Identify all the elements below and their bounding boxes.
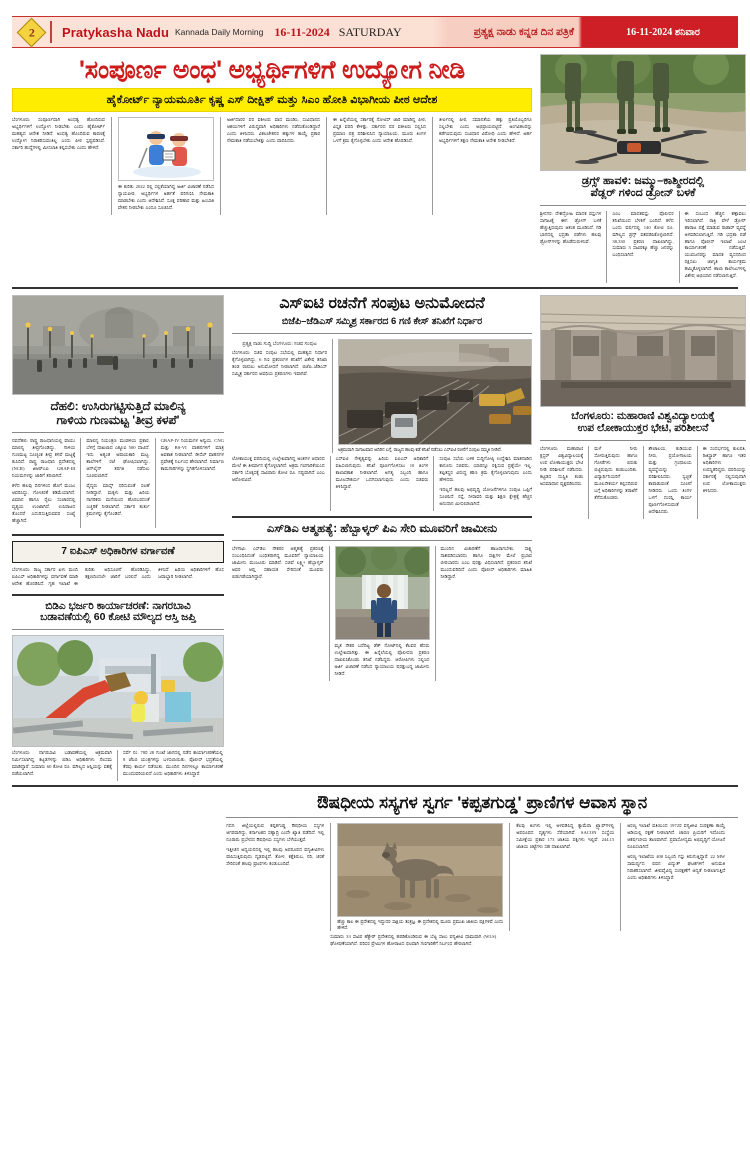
sit-subheadline: ಬಿಜೆಪಿ–ಜೆಡಿಎಸ್ ಸಮ್ಮಿಶ್ರ ಸರ್ಕಾರದ 6 ಗಣಿ ಕೇಸ್ ತನಿಖೆಗೆ ನಿರ್ಧಾರ — [281, 316, 483, 328]
delhi-column-1 — [12, 438, 75, 528]
ips-box-paragraph: ಬೆಂಗಳೂರು: ರಾಜ್ಯ ಸರ್ಕಾರ ಏಳು ಮಂದಿ ಐಪಿಎಸ್ ಅಧಿಕಾರಿಗಳನ್ನು ವರ್ಗಾವಣೆ ಮಾಡಿ ಆದೇಶ ಹೊರಡಿಸಿದೆ. ಗೃಹ ಇಲಾಖೆ ಈ ಕುರಿತು ಅಧಿಸೂಚನೆ ಹೊರಡಿಸಿದ್ದು, ತಕ್ಷಣದಿಂದಲೇ ಜಾರಿಗೆ ಬರಲಿದೆ ಎಂದು ತಿಳಿಸಿದೆ. ಹಿರಿಯ ಅಧಿಕಾರಿಗಳಿಗೆ ಹೊಸ ಜವಾಬ್ದಾರಿ ನೀಡಲಾಗಿದೆ. — [12, 566, 224, 586]
delhi-para-5: ವೈದ್ಯರು ಮಾಸ್ಕ್ ಧರಿಸುವಂತೆ ಸಲಹೆ ನೀಡಿದ್ದಾರೆ. ಮಕ್ಕಳು ಮತ್ತು ಹಿರಿಯ ನಾಗರಿಕರು ಮನೆಯಿಂದ ಹೊರಬರದಂತೆ ಎಚ್ಚರಿಕೆ ನೀಡಲಾಗಿದೆ. ಸರ್ಕಾರ ತುರ್ತು ಕ್ರಮಗಳನ್ನು ಕೈಗೊಂಡಿದೆ. — [86, 483, 150, 516]
sit-byline: ಪ್ರತ್ಯಕ್ಷ ನಾಡು ಸುದ್ದಿ ಬೆಂಗಳೂರು: ಸಚಿವ ಸಂಪುಟ — [242, 341, 317, 347]
sit-photo-caption: ಅಕ್ರಮವಾಗಿ ಸಾಗಾಟವಾದ ಅದಿರಿನ ಬಗ್ಗೆ, ರಾಜ್ಯದ ಹಲವು ಕಡೆ ತನಿಖೆ ನಡೆಸಲು ಎಸ್‌ಐಟಿ ರಚನೆಗೆ ಸಂಪುಟ ಸಮ್ಮತಿ ನೀಡಿದೆ. — [338, 446, 502, 452]
kappatagudda-headline: ಔಷಧೀಯ ಸಸ್ಯಗಳ ಸ್ವರ್ಗ 'ಕಪ್ಪತಗುಡ್ಡ' ಪ್ರಾಣಿಗಳ ಆವಾಸ ಸ್ಥಾನ — [316, 793, 648, 813]
masthead-left — [52, 17, 402, 47]
drone-column-2 — [612, 211, 673, 284]
sit-para-2: ಲೋಕಾಯುಕ್ತ ವರದಿಯಲ್ಲಿ ಉಲ್ಲೇಖವಾಗಿದ್ದ ಅಂಶಗಳ ಆಧಾರದ ಮೇಲೆ ಈ ತೀರ್ಮಾನ ಕೈಗೊಳ್ಳಲಾಗಿದೆ. ಅಕ್ರಮ ಗಣಿಗಾರಿಕೆಯಿಂದ ಸರ್ಕಾರಿ ಬೊಕ್ಕಸಕ್ಕೆ ಸಾವಿರಾರು ಕೋಟಿ ರೂ. ನಷ್ಟವಾಗಿದೆ ಎಂಬ ಆರೋಪವಿದೆ. — [232, 455, 325, 482]
bda-column-2 — [123, 750, 223, 781]
kappatagudda-column-4 — [627, 823, 725, 931]
lead-story — [12, 54, 532, 283]
sda-headline: ಎಸ್‌ಡಿಎ ಆತ್ಮಹತ್ಯೆ: ಹೆಬ್ಬಾಳ್ಕರ್ ಪಿಎ ಸೇರಿ ಮೂವರಿಗೆ ಜಾಮೀನು — [266, 522, 498, 535]
bda-column-1 — [12, 750, 112, 781]
ips-box-headline: 7 ಐಪಿಎಸ್ ಅಧಿಕಾರಿಗಳ ವರ್ಗಾವಣೆ — [12, 541, 224, 563]
photo-svg — [339, 340, 532, 444]
photo-delhi-smog-street — [12, 295, 224, 395]
drone-column-3 — [685, 211, 746, 284]
paper-tagline: Kannada Daily Morning — [175, 27, 264, 37]
right-column — [540, 295, 746, 781]
delhi-column-2 — [86, 438, 149, 528]
lead-para-5: ತೀರ್ಪಿನಲ್ಲಿ ಪೀಠ, ಸಮಾನತೆಯ ಹಕ್ಕು ಪ್ರತಿಯೊಬ್ಬರಿಗೂ ಸಲ್ಲಬೇಕು ಎಂದು ಅಭಿಪ್ರಾಯಪಟ್ಟಿದೆ. ಅಂಗವಿಕಲರನ್ನು ಕಡೆಗಣಿಸುವುದು ಸಂವಿಧಾನ ವಿರೋಧಿ ಎಂದು ಹೇಳಿದೆ. ಅರ್ಹ ಅಭ್ಯರ್ಥಿಗಳಿಗೆ ತಕ್ಷಣ ನೇಮಕಾತಿ ಆದೇಶ ನೀಡಬೇಕಿದೆ. — [439, 117, 532, 143]
sda-para-2: ಮೃತ ನೌಕರ ಬರೆದಿಟ್ಟ ಡೆತ್ ನೋಟ್‌ನಲ್ಲಿ ಕೆಲವರ ಹೆಸರು ಉಲ್ಲೇಖವಾಗಿತ್ತು. ಈ ಹಿನ್ನೆಲೆಯಲ್ಲಿ ಪೊಲೀಸರು ಪ್ರಕರಣ ದಾಖಲಿಸಿಕೊಂಡು ತನಿಖೆ ನಡೆಸಿದ್ದರು. ಆರೋಪಿಗಳು ಸಲ್ಲಿಸಿದ ಅರ್ಜಿ ವಿಚಾರಣೆ ನಡೆಸಿದ ನ್ಯಾಯಾಲಯ ಷರತ್ತುಬದ್ಧ ಜಾಮೀನು ನೀಡಿದೆ. — [334, 643, 430, 677]
sda-column-1 — [232, 546, 324, 681]
lokayukta-headline-line1: ಬೆಂಗಳೂರು: ಮಹಾರಾಣಿ ವಿಶ್ವವಿದ್ಯಾಲಯಕ್ಕೆ — [571, 410, 715, 423]
delhi-column-3 — [161, 438, 224, 528]
sda-column-3 — [441, 546, 533, 681]
lokayukta-column-3 — [649, 446, 692, 519]
masthead-right-date: 16-11-2024 — [626, 26, 673, 38]
kg-para-5: ಅರಣ್ಯ ಇಲಾಖೆ ವತಿಯಿಂದ 1972ರ ವನ್ಯಜೀವಿ ಸಂರಕ್ಷಣಾ ಕಾಯ್ದೆ ಅಡಿಯಲ್ಲಿ ರಕ್ಷಣೆ ನೀಡಲಾಗಿದೆ. ಚಾರಣ ಪ್ರಿಯರಿಗೆ ಇದೊಂದು ಆಕರ್ಷಣೀಯ ತಾಣವಾಗಿದೆ. ಪ್ರವಾಸೋದ್ಯಮ ಅಭಿವೃದ್ಧಿಗೆ ಯೋಜನೆ ರೂಪಿಸಲಾಗಿದೆ. — [627, 823, 726, 850]
sit-para-1: ಬೆಂಗಳೂರು: ಸಚಿವ ಸಂಪುಟ ಸಭೆಯಲ್ಲಿ ಮಹತ್ವದ ನಿರ್ಧಾರ ಕೈಗೊಳ್ಳಲಾಗಿದ್ದು, 6 ಗಣಿ ಪ್ರಕರಣಗಳ ತನಿಖೆಗೆ ವಿಶೇಷ ತನಿಖಾ ತಂಡ ರಚಿಸಲು ಅನುಮೋದನೆ ನೀಡಲಾಗಿದೆ. ಬಿಜೆಪಿ–ಜೆಡಿಎಸ್ ಸಮ್ಮಿಶ್ರ ಸರ್ಕಾರದ ಅವಧಿಯ ಪ್ರಕರಣಗಳು ಇವಾಗಿವೆ. — [232, 349, 327, 376]
kappatagudda-story — [226, 793, 738, 951]
delhi-headline-line1: ದೆಹಲಿ: ಉಸಿರುಗಟ್ಟಿಸುತ್ತಿದೆ ಮಾಲಿನ್ಯ — [50, 399, 186, 414]
bda-para-2: ಸರ್ವೆ ನಂ. 78ರ 28 ಗುಂಟೆ ಜಾಗದಲ್ಲಿ ನಡೆದ ಕಾರ್ಯಾಚರಣೆಯಲ್ಲಿ 8 ಜೆಸಿಬಿ ಯಂತ್ರಗಳನ್ನು ಬಳಸಲಾಯಿತು. ಪೊಲೀಸ್ ಭದ್ರತೆಯಲ್ಲಿ ತೆರವು ಕಾರ್ಯ ನಡೆಯಿತು. ಮುಂದಿನ ದಿನಗಳಲ್ಲೂ ಕಾರ್ಯಾಚರಣೆ ಮುಂದುವರಿಯಲಿದೆ ಎಂದು ಅಧಿಕಾರಿಗಳು ತಿಳಿಸಿದ್ದಾರೆ. — [123, 750, 223, 777]
delhi-headline-line2: ಗಾಳಿಯ ಗುಣಮಟ್ಟ 'ತೀವ್ರ ಕಳಪೆ' — [56, 412, 180, 427]
photo-soldiers-with-drone — [540, 54, 746, 171]
sit-para-3: ಎಸ್‌ಐಟಿ ನೇತೃತ್ವವನ್ನು ಹಿರಿಯ ಐಪಿಎಸ್ ಅಧಿಕಾರಿಗೆ ವಹಿಸಲಾಗುವುದು. ತನಿಖೆ ಪೂರ್ಣಗೊಳಿಸಲು 10 ತಿಂಗಳ ಕಾಲಾವಕಾಶ ನೀಡಲಾಗಿದೆ. ಅಗತ್ಯ ಸಿಬ್ಬಂದಿ ಹಾಗೂ ಮೂಲಸೌಕರ್ಯ ಒದಗಿಸಲಾಗುವುದು ಎಂದು ಸಚಿವರು ತಿಳಿಸಿದ್ದಾರೆ. — [335, 455, 429, 489]
masthead-right-day: ಶನಿವಾರ — [674, 26, 700, 38]
lead-subheadline: ಹೈಕೋರ್ಟ್ ನ್ಯಾಯಮೂರ್ತಿ ಕೃಷ್ಣ ಎಸ್ ದೀಕ್ಷಿತ್ ಮತ್ತು ಸಿಎಂ ಹೋತಿ ವಿಭಾಗೀಯ ಪೀಠ ಆದೇಶ — [12, 88, 532, 112]
lead-column-5 — [439, 117, 532, 215]
lead-para-2: ಈ ಕುರಿತು 2022 ರಲ್ಲಿ ಸಲ್ಲಿಕೆಯಾಗಿದ್ದ ಅರ್ಜಿ ವಿಚಾರಣೆ ನಡೆಸಿದ ನ್ಯಾಯಪೀಠ, ಅಭ್ಯರ್ಥಿಗಳ ಅರ್ಹತೆ ಪರಿಗಣಿಸಿ ನೇಮಕಾತಿ ಮಾಡಬೇಕು ಎಂದು ಆದೇಶಿಸಿದೆ. ಸೂಕ್ತ ಪರಿಹಾರ ಮತ್ತು ಹಿಂಬಾಕಿ ವೇತನ ನೀಡಬೇಕು ಎಂದೂ ಸೂಚಿಸಿದೆ. — [118, 184, 214, 210]
photo-old-building-interior — [540, 295, 746, 407]
lokayukta-headline-line2: ಉಪ ಲೋಕಾಯುಕ್ತರ ಭೇಟಿ, ಪರಿಶೀಲನೆ — [577, 422, 709, 435]
masthead-day: SATURDAY — [338, 24, 402, 39]
delhi-headline — [12, 400, 224, 427]
photo-man-at-waterfall — [335, 546, 430, 640]
lokayukta-headline — [540, 411, 746, 435]
drone-column-1 — [540, 211, 601, 284]
lead-para-3: ಅರ್ಜಿದಾರರ ಪರ ವಕೀಲರು ವಾದ ಮಂಡಿಸಿ, ಸಂವಿಧಾನದ ಆಶಯಗಳಿಗೆ ವಿರುದ್ಧವಾಗಿ ಅಧಿಕಾರಿಗಳು ನಡೆದುಕೊಂಡಿದ್ದಾರೆ ಎಂದು ತಿಳಿಸಿದರು. ವಿಕಲಚೇತನರ ಹಕ್ಕುಗಳ ಕಾಯ್ದೆ ಪ್ರಕಾರ ನೇಮಕಾತಿ ನಡೆಯಬೇಕಿತ್ತು ಎಂದು ವಾದಿಸಿದರು. — [227, 117, 320, 143]
ips-box-text — [12, 567, 224, 588]
delhi-para-3: GRAP-IV ನಿಯಮಗಳ ಅನ್ವಯ, CNG ಮತ್ತು BS-VI ವಾಹನಗಳಿಗೆ ಮಾತ್ರ ಅವಕಾಶ ನೀಡಲಾಗಿದೆ. ಡೀಸೆಲ್ ವಾಹನಗಳ ಪ್ರವೇಶಕ್ಕೆ ನಿರ್ಬಂಧ ಹೇರಲಾಗಿದೆ. ನಿರ್ಮಾಣ ಕಾಮಗಾರಿಗಳನ್ನು ಸ್ಥಗಿತಗೊಳಿಸಲಾಗಿದೆ. — [160, 438, 224, 472]
sit-column-2 — [232, 456, 325, 511]
masthead — [12, 16, 738, 48]
paper-name: Pratykasha Nadu — [62, 24, 169, 40]
drone-para-1: ಶ್ರೀನಗರ: ದೇಶದ್ರೋಹಿ ಮಾದಕ ವಸ್ತುಗಳ ಸಾಗಾಟಕ್ಕೆ ಈಗ ಡ್ರೋನ್ ಬಳಕೆ ಹೆಚ್ಚುತ್ತಿರುವುದು ಆತಂಕ ಮೂಡಿಸಿದೆ. ಗಡಿ ಭಾಗದಲ್ಲಿ ಭದ್ರತಾ ಪಡೆಗಳು ಹಲವು ಡ್ರೋನ್‌ಗಳನ್ನು ಹೊಡೆದುರುಳಿಸಿವೆ. — [540, 210, 602, 244]
lokayukta-column-2 — [594, 446, 637, 519]
drone-headline-line2: ಪೆಡ್ಲರ್ ಗಳಿಂದ ಡ್ರೋನ್ ಬಳಕೆ — [590, 187, 696, 200]
bottom-section — [12, 793, 738, 951]
photo-wolf-in-forest — [337, 823, 503, 917]
sit-column-1 — [232, 339, 327, 453]
top-section — [12, 54, 746, 283]
sda-para-1: ಬೆಳಗಾವಿ: ಎಸ್‌ಡಿಎ ನೌಕರರ ಆತ್ಮಹತ್ಯೆ ಪ್ರಕರಣಕ್ಕೆ ಸಂಬಂಧಿಸಿದಂತೆ ಬಂಧಿತರಾಗಿದ್ದ ಮೂವರಿಗೆ ನ್ಯಾಯಾಲಯ ಜಾಮೀನು ಮಂಜೂರು ಮಾಡಿದೆ. ಸಚಿವೆ ಲಕ್ಷ್ಮೀ ಹೆಬ್ಬಾಳ್ಕರ್ ಅವರ ಆಪ್ತ ಸಹಾಯಕ ಸೇರಿದಂತೆ ಮೂವರು ಬಿಡುಗಡೆಯಾಗಿದ್ದಾರೆ. — [232, 546, 324, 580]
sit-para-4: ಸಂಪುಟ ಸಭೆಯ ಬಳಿಕ ಸುದ್ದಿಗೋಷ್ಠಿ ಉದ್ದೇಶಿಸಿ ಮಾತನಾಡಿದ ಕಾನೂನು ಸಚಿವರು, ಯಾರನ್ನೂ ರಕ್ಷಿಸುವ ಪ್ರಶ್ನೆಯೇ ಇಲ್ಲ. ತಪ್ಪಿತಸ್ಥರ ವಿರುದ್ಧ ಕಠಿಣ ಕ್ರಮ ಕೈಗೊಳ್ಳಲಾಗುವುದು ಎಂದು ಹೇಳಿದರು. — [439, 455, 533, 482]
drone-headline-line1: ಡ್ರಗ್ಸ್ ಹಾವಳಿ: ಜಮ್ಮು–ಕಾಶ್ಮೀರದಲ್ಲಿ — [581, 175, 705, 187]
sda-para-3: ಮುಂದಿನ ವಿಚಾರಣೆಗೆ ಹಾಜರಾಗಬೇಕು, ಸಾಕ್ಷ್ಯ ನಾಶಪಡಿಸಬಾರದು ಹಾಗೂ ಸಾಕ್ಷಿಗಳ ಮೇಲೆ ಪ್ರಭಾವ ಬೀರಬಾರದು ಎಂಬ ಷರತ್ತು ವಿಧಿಸಲಾಗಿದೆ. ಪ್ರಕರಣದ ತನಿಖೆ ಮುಂದುವರಿದಿದೆ ಎಂದು ಪೊಲೀಸ್ ಅಧಿಕಾರಿಗಳು ಮಾಹಿತಿ ನೀಡಿದ್ದಾರೆ. — [440, 546, 532, 580]
kappatagudda-photo-caption: ಹೆಚ್ಚು ಕಾಲ ಈ ಪ್ರದೇಶದಲ್ಲಿ ಇದ್ದುದರ ಸಾಕ್ಷಿಯ ತಂತ್ರಜ್ಞ. ಈ ಪ್ರದೇಶದಲ್ಲಿ ಮೂರು ಪ್ರಮುಖ ಜಾತಿಯ ಪಕ್ಷಿಗಳಿವೆ ಎಂದು ಹೇಳಿದೆ. — [337, 919, 504, 931]
drone-para-2: ಎಂಬ ಮಾದಕವಸ್ತು ಪೊಲೀಸರ ತನಿಖೆಯಿಂದ ಬೆಳಕಿಗೆ ಬಂದಿದೆ. ಕಳೆದ ಒಂದು ವರ್ಷದಲ್ಲಿ 140 ಕೋಟಿ ರೂ. ಮೌಲ್ಯದ ಡ್ರಗ್ಸ್ ವಶಪಡಿಸಿಕೊಳ್ಳಲಾಗಿದೆ. 38,330 ಪ್ರಕರಣ ದಾಖಲಾಗಿದ್ದು, ಸುಮಾರು 3 ಸಾವಿರಕ್ಕೂ ಹೆಚ್ಚು ಜನರನ್ನು ಬಂಧಿಸಲಾಗಿದೆ. — [612, 210, 674, 258]
sit-para-5: ಇದಲ್ಲದೆ ಹಲವು ಅಭಿವೃದ್ಧಿ ಯೋಜನೆಗಳಿಗೂ ಸಂಪುಟ ಒಪ್ಪಿಗೆ ಸೂಚಿಸಿದೆ. ರಸ್ತೆ, ನೀರಾವರಿ ಮತ್ತು ಶಿಕ್ಷಣ ಕ್ಷೇತ್ರಕ್ಕೆ ಹೆಚ್ಚಿನ ಅನುದಾನ ಮೀಸಲಿಡಲಾಗಿದೆ. — [439, 486, 533, 506]
sit-photo-block — [338, 339, 532, 453]
lead-column-4 — [333, 117, 426, 215]
sit-headline: ಎಸ್‌ಐಟಿ ರಚನೆಗೆ ಸಂಪುಟ ಅನುಮೋದನೆ — [279, 295, 485, 313]
lokayukta-column-1 — [540, 446, 583, 519]
sit-column-4 — [439, 456, 532, 511]
page-number: 2 — [28, 24, 34, 39]
photo-svg — [13, 636, 224, 746]
main-section — [12, 295, 746, 781]
kappatagudda-column-1 — [226, 823, 324, 931]
lokayukta-para-1: ಬೆಂಗಳೂರು: ಮಹಾರಾಣಿ ಕ್ಲಸ್ಟರ್ ವಿಶ್ವವಿದ್ಯಾಲಯಕ್ಕೆ ಉಪ ಲೋಕಾಯುಕ್ತರು ಭೇಟಿ ನೀಡಿ ಪರಿಶೀಲನೆ ನಡೆಸಿದರು. ಕಟ್ಟಡದ ದುಸ್ಥಿತಿ ಕಂಡು ಅಸಮಾಧಾನ ವ್ಯಕ್ತಪಡಿಸಿದರು. — [540, 445, 584, 486]
bottom-left-spacer — [12, 793, 218, 951]
lead-column-3 — [227, 117, 320, 215]
lead-headline: 'ಸಂಪೂರ್ಣ ಅಂಧ' ಅಭ್ಯರ್ಥಿಗಳಿಗೆ ಉದ್ಯೋಗ ನೀಡಿ — [79, 56, 465, 84]
lead-para-1: ಬೆಂಗಳೂರು: ಸಂಪೂರ್ಣವಾಗಿ ಅಂಧತ್ವ ಹೊಂದಿರುವ ಅಭ್ಯರ್ಥಿಗಳಿಗೆ ಉದ್ಯೋಗ ನೀಡಬೇಕು ಎಂದು ಹೈಕೋರ್ಟ್ ಮಹತ್ವದ ಆದೇಶ ನೀಡಿದೆ. ಅಂಧತ್ವ ಹೊಂದಿರುವ ಕಾರಣಕ್ಕೆ ಉದ್ಯೋಗ ನಿರಾಕರಿಸುವಂತಿಲ್ಲ ಎಂದು ಪೀಠ ಸ್ಪಷ್ಟಪಡಿಸಿದೆ. ಸರ್ಕಾರಿ ಹುದ್ದೆಗಳಲ್ಲಿ ಮೀಸಲಾತಿ ಕಲ್ಪಿಸಬೇಕು ಎಂದು ಹೇಳಿದೆ. — [12, 117, 105, 150]
lokayukta-column-4 — [703, 446, 746, 519]
kappatagudda-photo-block — [337, 823, 503, 931]
drone-story — [540, 54, 746, 283]
kg-para-6: ಅರಣ್ಯ ಇಲಾಖೆಯ 400 ಸಿಬ್ಬಂದಿ ಗಸ್ತು ತಿರುಗುತ್ತಿದ್ದಾರೆ. 22 MW ಸಾಮರ್ಥ್ಯದ ಪವನ ವಿದ್ಯುತ್ ಘಟಕಗಳಿಗೆ ಅನುಮತಿ ನಿರಾಕರಿಸಲಾಗಿದೆ. ಜೀವವೈವಿಧ್ಯ ಸಂರಕ್ಷಣೆಗೆ ಆದ್ಯತೆ ನೀಡಲಾಗುತ್ತಿದೆ ಎಂದು ಅಧಿಕಾರಿಗಳು ತಿಳಿಸಿದ್ದಾರೆ. — [627, 854, 726, 880]
delhi-para-4: ಕಳೆದ ಹಲವು ದಿನಗಳಿಂದ ಹೊಗೆ ಮಂಜು ಆವರಿಸಿದ್ದು, ಗೋಚರತೆ ಕಡಿಮೆಯಾಗಿದೆ. ವಿಮಾನ ಹಾಗೂ ರೈಲು ಸಂಚಾರದಲ್ಲಿ ವ್ಯತ್ಯಯ ಉಂಟಾಗಿದೆ. ಉಸಿರಾಟದ ತೊಂದರೆ ಎದುರಿಸುತ್ತಿರುವವರ ಸಂಖ್ಯೆ ಹೆಚ್ಚಾಗಿದೆ. — [12, 483, 76, 523]
masthead-right-date-block — [588, 17, 738, 47]
kg-para-3: ಸುಮಾರು 33 ಸಾವಿರ ಹೆಕ್ಟೇರ್ ಪ್ರದೇಶದಲ್ಲಿ ಹರಡಿಕೊಂಡಿರುವ ಈ ಬೆಟ್ಟ ಸಾಲು ವನ್ಯಜೀವಿ ಧಾಮವಾಗಿ (WLS) ಘೋಷಣೆಯಾಗಿದೆ. ಪರಿಸರ ಪ್ರೇಮಿಗಳ ಹೋರಾಟದ ಫಲವಾಗಿ ಗಣಿಗಾರಿಕೆಗೆ ನಿರ್ಬಂಧ ಹೇರಲಾಗಿದೆ. — [330, 934, 497, 947]
page-number-badge — [12, 17, 50, 47]
bda-para-1: ಬೆಂಗಳೂರು: ನಾಗರಬಾವಿ ಬಡಾವಣೆಯಲ್ಲಿ ಅಕ್ರಮವಾಗಿ ನಿರ್ಮಿಸಲಾಗಿದ್ದ ಕಟ್ಟಡಗಳನ್ನು ಬಿಡಿಎ ಅಧಿಕಾರಿಗಳು ನೆಲಸಮ ಮಾಡಿದ್ದಾರೆ. ಸುಮಾರು 60 ಕೋಟಿ ರೂ. ಮೌಲ್ಯದ ಆಸ್ತಿಯನ್ನು ವಶಕ್ಕೆ ಪಡೆಯಲಾಗಿದೆ. — [12, 750, 112, 777]
delhi-para-2: ಮಾಲಿನ್ಯ ನಿಯಂತ್ರಣ ಮಂಡಳಿಯ ಪ್ರಕಾರ, ಬೆಳಗ್ಗೆ ದಾಖಲಾದ ಎಕ್ಯೂಐ 500 ದಾಟಿದೆ. ಇದು ಅತ್ಯಂತ ಅಪಾಯಕಾರಿ ಮಟ್ಟ. ಶಾಲೆಗಳಿಗೆ ರಜೆ ಘೋಷಿಸಲಾಗಿದ್ದು, ಆನ್‌ಲೈನ್ ತರಗತಿ ನಡೆಸಲು ಸೂಚಿಸಲಾಗಿದೆ. — [86, 438, 150, 479]
lead-column-2 — [118, 117, 214, 215]
sda-photo-block — [335, 546, 430, 681]
lead-para-4: ಈ ಹಿನ್ನೆಲೆಯಲ್ಲಿ ಸರ್ಕಾರಕ್ಕೆ ನೋಟಿಸ್ ಜಾರಿ ಮಾಡಿದ್ದ ಪೀಠ, ವಿಸ್ತೃತ ವರದಿ ಕೇಳಿತ್ತು. ಸರ್ಕಾರದ ಪರ ವಕೀಲರು ಸಲ್ಲಿಸಿದ ಪ್ರಮಾಣ ಪತ್ರ ಪರಿಶೀಲಿಸಿದ ನ್ಯಾಯಾಲಯ, ಮೂರು ತಿಂಗಳ ಒಳಗೆ ಕ್ರಮ ಕೈಗೊಳ್ಳಬೇಕು ಎಂದು ಆದೇಶ ಹೊರಡಿಸಿದೆ. — [333, 117, 426, 143]
bda-headline-line2: ಬಡಾವಣೆಯಲ್ಲಿ 60 ಕೋಟಿ ಮೌಲ್ಯದ ಆಸ್ತಿ ಜಪ್ತಿ — [40, 611, 196, 624]
sit-column-3 — [336, 456, 429, 511]
diamond-shape-icon — [16, 17, 46, 47]
masthead-date: 16-11-2024 — [274, 24, 330, 39]
drone-headline — [540, 175, 746, 200]
photo-svg — [541, 296, 746, 406]
kg-para-2: ಇತ್ತೀಚಿನ ಅಧ್ಯಯನದಲ್ಲಿ ಇಲ್ಲಿ ಹಲವು ಅಪರೂಪದ ವನ್ಯಜೀವಿಗಳು ವಾಸಿಸುತ್ತಿರುವುದು ದೃಢಪಟ್ಟಿದೆ. ತೋಳ, ಕತ್ತೆಕಿರುಬ, ನರಿ, ಚಿರತೆ ಸೇರಿದಂತೆ ಹಲವು ಪ್ರಾಣಿಗಳು ಕಂಡುಬಂದಿವೆ. — [226, 847, 325, 866]
newspaper-page — [0, 16, 750, 1164]
delhi-para-1: ನವದೆಹಲಿ: ರಾಷ್ಟ್ರ ರಾಜಧಾನಿಯಲ್ಲಿ ವಾಯು ಮಾಲಿನ್ಯ ತೀವ್ರಗೊಂಡಿದ್ದು, ಗಾಳಿಯ ಗುಣಮಟ್ಟ ಸೂಚ್ಯಂಕ ತೀವ್ರ ಕಳಪೆ ಮಟ್ಟಕ್ಕೆ ಕುಸಿದಿದೆ. ರಾಷ್ಟ್ರ ರಾಜಧಾನಿ ಪ್ರದೇಶದಲ್ಲಿ (NCR) ಜಿಆರ್‌ಎಪಿ GRAP-III ನಿಯಮಗಳನ್ನು ಜಾರಿಗೆ ತರಲಾಗಿದೆ. — [12, 438, 76, 479]
lokayukta-para-3: ಶೌಚಾಲಯ, ಕುಡಿಯುವ ನೀರು, ಪ್ರಯೋಗಾಲಯ ಮತ್ತು ಗ್ರಂಥಾಲಯ ವ್ಯವಸ್ಥೆಯನ್ನು ಪರಿಶೀಲಿಸಿದರು. ಸ್ವಚ್ಛತೆ ಕಾಪಾಡುವಂತೆ ಸೂಚನೆ ನೀಡಿದರು. ಒಂದು ತಿಂಗಳ ಒಳಗೆ ದುರಸ್ತಿ ಕಾರ್ಯ ಪೂರ್ಣಗೊಳಿಸುವಂತೆ ಆದೇಶಿಸಿದರು. — [648, 445, 692, 514]
photo-svg — [13, 296, 224, 394]
illustration-svg — [119, 118, 214, 180]
lokayukta-para-2: ಮಳೆ ನೀರು ಸೋರುತ್ತಿರುವುದು ಹಾಗೂ ಗೋಡೆಗಳು ಬಿರುಕು ಬಿಟ್ಟಿರುವುದು ಕಂಡುಬಂದಿತು. ವಿದ್ಯಾರ್ಥಿನಿಯರಿಗೆ ಮೂಲಸೌಕರ್ಯ ಕಲ್ಪಿಸದಿರುವ ಬಗ್ಗೆ ಅಧಿಕಾರಿಗಳನ್ನು ತರಾಟೆಗೆ ತೆಗೆದುಕೊಂಡರು. — [594, 445, 638, 500]
photo-svg — [338, 824, 503, 916]
bda-headline-line1: ಬಿಡಿಎ ಭರ್ಜರಿ ಕಾರ್ಯಾಚರಣೆ: ನಾಗರಬಾವಿ — [45, 599, 191, 612]
photo-mining-railway-yard — [338, 339, 532, 445]
lead-column-1 — [12, 117, 105, 215]
kg-para-1: ಗದಗ: ಜಿಲ್ಲೆಯಲ್ಲಿರುವ ಕಪ್ಪತಗುಡ್ಡ ಔಷಧೀಯ ಸಸ್ಯಗಳ ಆಗರವಾಗಿದ್ದು, ಕರ್ನಾಟಕದ ಸಹ್ಯಾದ್ರಿ ಎಂದೇ ಖ್ಯಾತಿ ಪಡೆದಿದೆ. ಇಲ್ಲಿ ನೂರಾರು ಪ್ರಭೇದದ ಔಷಧೀಯ ಸಸ್ಯಗಳು ಬೆಳೆಯುತ್ತವೆ. — [226, 823, 325, 843]
kappatagudda-column-3 — [516, 823, 614, 931]
middle-column — [232, 295, 532, 781]
drone-para-3: ಈ ಸಂಬಂಧ ಹೆಚ್ಚಿನ ಕಣ್ಗಾವಲು ಇರಿಸಲಾಗಿದೆ. ರಾತ್ರಿ ವೇಳೆ ಡ್ರೋನ್ ಹಾರಾಟ ಪತ್ತೆ ಮಾಡುವ ರಾಡಾರ್ ವ್ಯವಸ್ಥೆ ಅಳವಡಿಸಲಾಗುತ್ತಿದೆ. ಗಡಿ ಭದ್ರತಾ ಪಡೆ ಹಾಗೂ ಪೊಲೀಸ್ ಇಲಾಖೆ ಜಂಟಿ ಕಾರ್ಯಾಚರಣೆ ನಡೆಸುತ್ತಿವೆ. ಯುವಜನರನ್ನು ಮಾದಕ ವ್ಯಸನದಿಂದ ರಕ್ಷಿಸಲು ಜಾಗೃತಿ ಕಾರ್ಯಕ್ರಮ ಹಮ್ಮಿಕೊಳ್ಳಲಾಗಿದೆ. ಶಾಲಾ ಕಾಲೇಜುಗಳಲ್ಲಿ ವಿಶೇಷ ಅಭಿಯಾನ ನಡೆಸಲಾಗುತ್ತಿದೆ. — [684, 210, 746, 279]
bda-headline — [12, 601, 224, 625]
lokayukta-para-4: ಈ ಸಂದರ್ಭದಲ್ಲಿ ಕುಲಪತಿ, ರಿಜಿಸ್ಟ್ರಾರ್ ಹಾಗೂ ಇತರ ಅಧಿಕಾರಿಗಳು ಉಪಸ್ಥಿತರಿದ್ದರು. ವರದಿಯನ್ನು ಸರ್ಕಾರಕ್ಕೆ ಸಲ್ಲಿಸುವುದಾಗಿ ಉಪ ಲೋಕಾಯುಕ್ತರು ತಿಳಿಸಿದರು. — [702, 445, 746, 493]
photo-svg — [336, 547, 430, 639]
masthead-kannada-tagline: ಪ್ರತ್ಯಕ್ಷ ನಾಡು ಕನ್ನಡ ದಿನ ಪತ್ರಿಕೆ — [473, 25, 574, 38]
kappatagudda-column-2-cont — [330, 934, 496, 951]
photo-svg — [541, 55, 746, 170]
kg-para-4: ಕೆಲವು ತಿಂಗಳು ಇಲ್ಲಿ ಅಳವಡಿಸಿದ್ದ ಕ್ಯಾಮೆರಾ ಟ್ರ್ಯಾಪ್‌ಗಳಲ್ಲಿ ಅಪರೂಪದ ದೃಶ್ಯಗಳು ಸೆರೆಯಾಗಿವೆ. SACON ಸಂಸ್ಥೆಯ ಸಮೀಕ್ಷೆಯ ಪ್ರಕಾರ 173 ಜಾತಿಯ ಪಕ್ಷಿಗಳು ಇಲ್ಲಿವೆ. 244.15 ಜಾತಿಯ ಚಿಟ್ಟೆಗಳು ಸಹ ದಾಖಲಾಗಿವೆ. — [516, 823, 615, 850]
left-column — [12, 295, 224, 781]
illustration-blind-candidate — [118, 117, 214, 181]
photo-demolition-jcb — [12, 635, 224, 747]
